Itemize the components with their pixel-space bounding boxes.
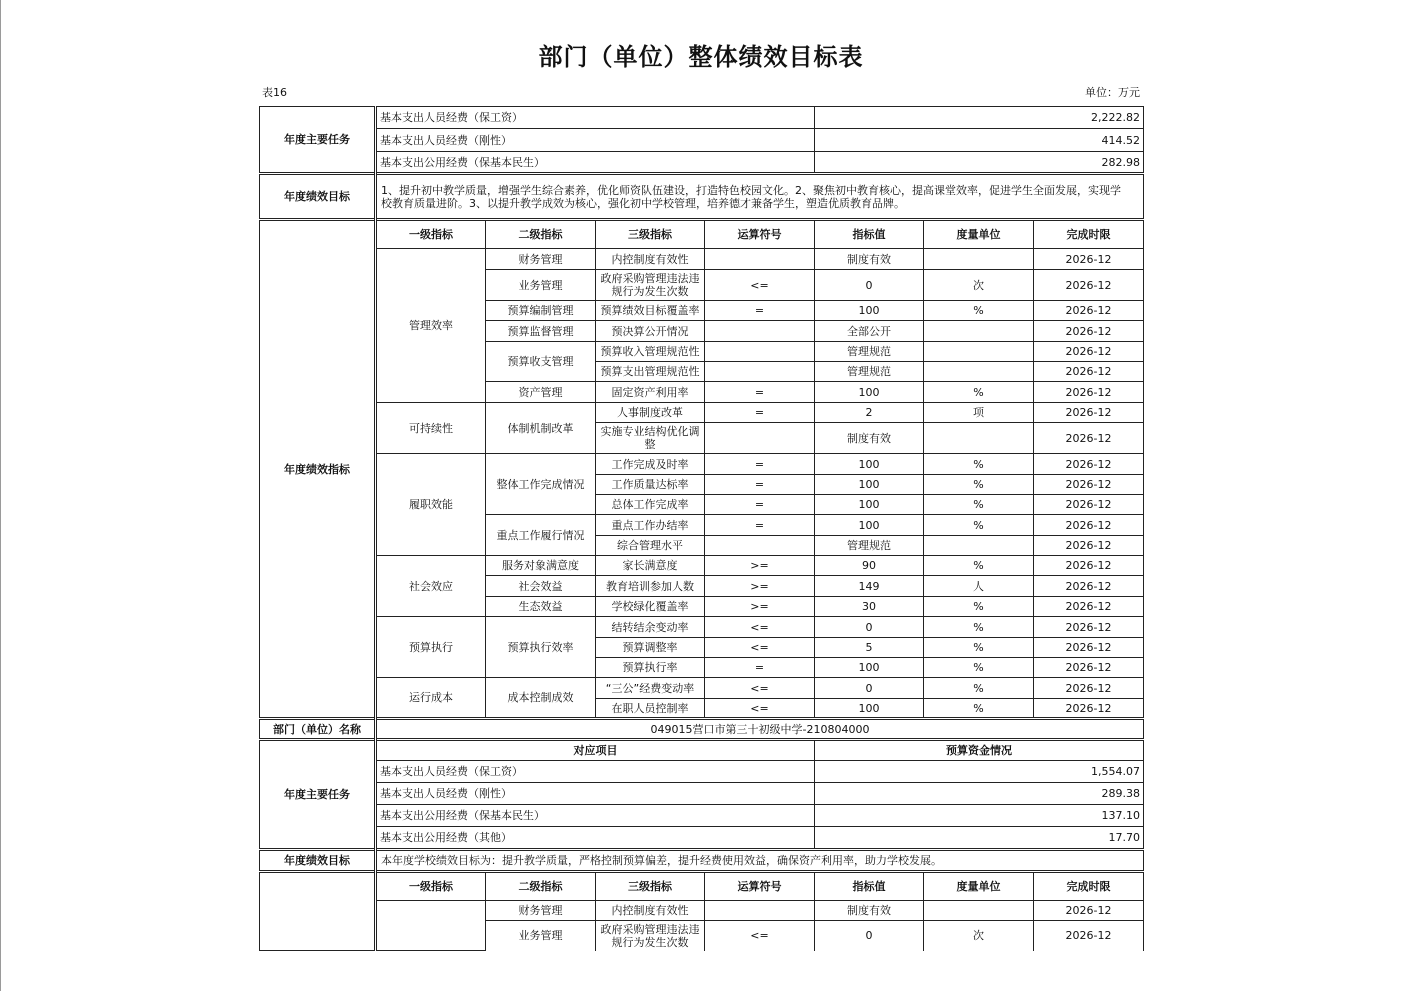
level3-cell: 结转结余变动率 — [596, 617, 705, 638]
header-operator: 运算符号 — [705, 220, 815, 249]
unit-cell: % — [924, 454, 1034, 475]
indicator-row — [260, 617, 1144, 638]
task-row — [260, 152, 1144, 174]
level3-cell: 政府采购管理违法违规行为发生次数 — [596, 270, 705, 301]
deadline-cell: 2026-12 — [1034, 475, 1144, 495]
target-value-cell: 100 — [815, 658, 924, 678]
task-amount: 17.70 — [815, 827, 1144, 850]
target-value-cell: 100 — [815, 301, 924, 321]
level3-cell: 内控制度有效性 — [596, 249, 705, 270]
unit-cell: 次 — [924, 921, 1034, 951]
unit-cell: % — [924, 515, 1034, 536]
task-amount: 289.38 — [815, 783, 1144, 805]
header-target-value: 指标值 — [815, 220, 924, 249]
indicator-row — [260, 556, 1144, 576]
target-value-cell: 100 — [815, 475, 924, 495]
task-amount: 137.10 — [815, 805, 1144, 827]
operator-cell — [705, 249, 815, 270]
level3-cell: 总体工作完成率 — [596, 495, 705, 515]
unit-cell — [924, 362, 1034, 382]
deadline-cell: 2026-12 — [1034, 249, 1144, 270]
unit-cell: 人 — [924, 576, 1034, 597]
level1-cell: 社会效应 — [376, 556, 486, 617]
level3-cell: 实施专业结构优化调整 — [596, 423, 705, 454]
level1-cell: 管理效率 — [376, 249, 486, 403]
task-row — [260, 783, 1144, 805]
level2-cell: 预算监督管理 — [486, 321, 596, 342]
header-level2: 二级指标 — [486, 872, 596, 901]
level3-cell: “三公”经费变动率 — [596, 678, 705, 699]
target-value-cell: 2 — [815, 403, 924, 423]
target-value-cell: 100 — [815, 382, 924, 403]
operator-cell: <= — [705, 638, 815, 658]
deadline-cell: 2026-12 — [1034, 403, 1144, 423]
task-row — [260, 107, 1144, 129]
level3-cell: 内控制度有效性 — [596, 901, 705, 921]
deadline-cell: 2026-12 — [1034, 515, 1144, 536]
level3-cell: 综合管理水平 — [596, 536, 705, 556]
target-value-cell: 0 — [815, 678, 924, 699]
deadline-cell: 2026-12 — [1034, 342, 1144, 362]
level3-cell: 在职人员控制率 — [596, 699, 705, 719]
unit-cell — [924, 342, 1034, 362]
unit-cell: % — [924, 699, 1034, 719]
level3-cell: 预算绩效目标覆盖率 — [596, 301, 705, 321]
unit-cell: % — [924, 495, 1034, 515]
operator-cell: = — [705, 454, 815, 475]
target-value-cell: 149 — [815, 576, 924, 597]
deadline-cell: 2026-12 — [1034, 901, 1144, 921]
operator-cell: = — [705, 301, 815, 321]
header-deadline: 完成时限 — [1034, 220, 1144, 249]
unit-cell — [924, 423, 1034, 454]
deadline-cell: 2026-12 — [1034, 454, 1144, 475]
unit-cell: % — [924, 382, 1034, 403]
level1-cell: 运行成本 — [376, 678, 486, 719]
unit-cell: % — [924, 556, 1034, 576]
level3-cell: 预算调整率 — [596, 638, 705, 658]
page-edge — [0, 0, 1, 991]
target-value-cell: 90 — [815, 556, 924, 576]
level3-cell: 工作完成及时率 — [596, 454, 705, 475]
level2-cell: 资产管理 — [486, 382, 596, 403]
task-row — [260, 827, 1144, 850]
unit-cell: 项 — [924, 403, 1034, 423]
level3-cell: 人事制度改革 — [596, 403, 705, 423]
operator-cell: = — [705, 658, 815, 678]
deadline-cell: 2026-12 — [1034, 699, 1144, 719]
header-operator: 运算符号 — [705, 872, 815, 901]
section-label-blank — [260, 872, 376, 951]
level3-cell: 固定资产利用率 — [596, 382, 705, 403]
level3-cell: 政府采购管理违法违规行为发生次数 — [596, 921, 705, 951]
level1-cell-blank — [376, 901, 486, 951]
level2-cell: 业务管理 — [486, 270, 596, 301]
level3-cell: 重点工作办结率 — [596, 515, 705, 536]
header-unit: 度量单位 — [924, 872, 1034, 901]
operator-cell — [705, 901, 815, 921]
level2-cell: 服务对象满意度 — [486, 556, 596, 576]
indicator-row — [260, 249, 1144, 270]
unit-cell: % — [924, 658, 1034, 678]
task-item: 基本支出人员经费（刚性） — [376, 783, 815, 805]
level2-cell: 业务管理 — [486, 921, 596, 951]
goal-row — [260, 850, 1144, 872]
page-title: 部门（单位）整体绩效目标表 — [538, 43, 864, 71]
task-item: 基本支出公用经费（保基本民生） — [376, 805, 815, 827]
task-row — [260, 761, 1144, 783]
unit-cell: % — [924, 678, 1034, 699]
unit-cell: % — [924, 617, 1034, 638]
task-header-row — [260, 740, 1144, 761]
level2-cell: 成本控制成效 — [486, 678, 596, 719]
unit-cell — [924, 249, 1034, 270]
unit-cell — [924, 901, 1034, 921]
unit-cell — [924, 321, 1034, 342]
unit-cell: % — [924, 638, 1034, 658]
target-value-cell: 管理规范 — [815, 342, 924, 362]
level3-cell: 预决算公开情况 — [596, 321, 705, 342]
task-row — [260, 805, 1144, 827]
operator-cell: = — [705, 475, 815, 495]
unit-cell: % — [924, 597, 1034, 617]
deadline-cell: 2026-12 — [1034, 423, 1144, 454]
deadline-cell: 2026-12 — [1034, 576, 1144, 597]
target-value-cell: 5 — [815, 638, 924, 658]
unit-note: 单位：万元 — [1085, 86, 1140, 99]
level2-cell: 预算执行效率 — [486, 617, 596, 678]
operator-cell: <= — [705, 921, 815, 951]
goal-row — [260, 174, 1144, 220]
task-item: 基本支出人员经费（刚性） — [376, 129, 815, 152]
operator-cell — [705, 342, 815, 362]
section-label: 年度绩效指标 — [260, 220, 376, 719]
level3-cell: 预算执行率 — [596, 658, 705, 678]
task-row — [260, 129, 1144, 152]
operator-cell — [705, 321, 815, 342]
deadline-cell: 2026-12 — [1034, 597, 1144, 617]
level2-cell: 财务管理 — [486, 249, 596, 270]
level2-cell: 重点工作履行情况 — [486, 515, 596, 556]
target-value-cell: 0 — [815, 270, 924, 301]
deadline-cell: 2026-12 — [1034, 270, 1144, 301]
operator-cell: >= — [705, 597, 815, 617]
indicator-row — [260, 454, 1144, 475]
operator-cell — [705, 423, 815, 454]
operator-cell: >= — [705, 576, 815, 597]
goal-text: 1、提升初中教学质量，增强学生综合素养，优化师资队伍建设，打造特色校园文化。2、聚焦初中教育核心，提高课堂效率，促进学生全面发展，实现学校教育质量进阶。3、以提升教学成效为核心，强化初中学校管理，培养德才兼备学生，塑造优质教育品牌。 — [376, 174, 1144, 220]
section-label: 部门（单位）名称 — [260, 719, 376, 740]
indicator-header-row — [260, 220, 1144, 249]
deadline-cell: 2026-12 — [1034, 301, 1144, 321]
deadline-cell: 2026-12 — [1034, 362, 1144, 382]
level3-cell: 教育培训参加人数 — [596, 576, 705, 597]
target-value-cell: 30 — [815, 597, 924, 617]
task-amount: 2,222.82 — [815, 107, 1144, 129]
level3-cell: 家长满意度 — [596, 556, 705, 576]
task-item: 基本支出公用经费（其他） — [376, 827, 815, 850]
target-value-cell: 100 — [815, 454, 924, 475]
indicator-header-row — [260, 872, 1144, 901]
target-value-cell: 100 — [815, 699, 924, 719]
unit-cell: % — [924, 301, 1034, 321]
task-amount: 282.98 — [815, 152, 1144, 174]
deadline-cell: 2026-12 — [1034, 638, 1144, 658]
target-value-cell: 0 — [815, 921, 924, 951]
header-level1: 一级指标 — [376, 872, 486, 901]
performance-table — [259, 106, 1144, 951]
level3-cell: 学校绿化覆盖率 — [596, 597, 705, 617]
level3-cell: 预算支出管理规范性 — [596, 362, 705, 382]
target-value-cell: 制度有效 — [815, 423, 924, 454]
deadline-cell: 2026-12 — [1034, 921, 1144, 951]
target-value-cell: 管理规范 — [815, 362, 924, 382]
operator-cell — [705, 362, 815, 382]
header-level2: 二级指标 — [486, 220, 596, 249]
level2-cell: 整体工作完成情况 — [486, 454, 596, 515]
unit-cell: 次 — [924, 270, 1034, 301]
task-amount: 1,554.07 — [815, 761, 1144, 783]
level1-cell: 可持续性 — [376, 403, 486, 454]
table-number: 表16 — [262, 86, 287, 99]
deadline-cell: 2026-12 — [1034, 382, 1144, 403]
unit-name: 049015营口市第三十初级中学-210804000 — [376, 719, 1144, 740]
target-value-cell: 0 — [815, 617, 924, 638]
level2-cell: 预算收支管理 — [486, 342, 596, 382]
task-item: 基本支出人员经费（保工资） — [376, 761, 815, 783]
level2-cell: 体制机制改革 — [486, 403, 596, 454]
operator-cell: <= — [705, 678, 815, 699]
unit-cell: % — [924, 475, 1034, 495]
section-label: 年度绩效目标 — [260, 174, 376, 220]
deadline-cell: 2026-12 — [1034, 495, 1144, 515]
operator-cell: >= — [705, 556, 815, 576]
operator-cell: <= — [705, 699, 815, 719]
header-project: 对应项目 — [376, 740, 815, 761]
operator-cell: = — [705, 515, 815, 536]
unit-cell — [924, 536, 1034, 556]
header-level1: 一级指标 — [376, 220, 486, 249]
goal-text: 本年度学校绩效目标为：提升教学质量，严格控制预算偏差，提升经费使用效益，确保资产利用率，助力学校发展。 — [376, 850, 1144, 872]
operator-cell: = — [705, 403, 815, 423]
deadline-cell: 2026-12 — [1034, 658, 1144, 678]
level3-cell: 工作质量达标率 — [596, 475, 705, 495]
deadline-cell: 2026-12 — [1034, 617, 1144, 638]
level2-cell: 预算编制管理 — [486, 301, 596, 321]
task-amount: 414.52 — [815, 129, 1144, 152]
level1-cell: 预算执行 — [376, 617, 486, 678]
target-value-cell: 制度有效 — [815, 249, 924, 270]
operator-cell: <= — [705, 270, 815, 301]
section-label: 年度主要任务 — [260, 740, 376, 850]
task-item: 基本支出人员经费（保工资） — [376, 107, 815, 129]
level3-cell: 预算收入管理规范性 — [596, 342, 705, 362]
level2-cell: 财务管理 — [486, 901, 596, 921]
level2-cell: 社会效益 — [486, 576, 596, 597]
header-level3: 三级指标 — [596, 872, 705, 901]
target-value-cell: 管理规范 — [815, 536, 924, 556]
header-deadline: 完成时限 — [1034, 872, 1144, 901]
target-value-cell: 全部公开 — [815, 321, 924, 342]
operator-cell: <= — [705, 617, 815, 638]
indicator-row — [260, 678, 1144, 699]
deadline-cell: 2026-12 — [1034, 321, 1144, 342]
header-target-value: 指标值 — [815, 872, 924, 901]
target-value-cell: 100 — [815, 515, 924, 536]
header-level3: 三级指标 — [596, 220, 705, 249]
header-unit: 度量单位 — [924, 220, 1034, 249]
section-label: 年度绩效目标 — [260, 850, 376, 872]
header-budget: 预算资金情况 — [815, 740, 1144, 761]
operator-cell: = — [705, 382, 815, 403]
level1-cell: 履职效能 — [376, 454, 486, 556]
indicator-row — [260, 403, 1144, 423]
task-item: 基本支出公用经费（保基本民生） — [376, 152, 815, 174]
indicator-row — [260, 901, 1144, 921]
target-value-cell: 制度有效 — [815, 901, 924, 921]
operator-cell — [705, 536, 815, 556]
section-label: 年度主要任务 — [260, 107, 376, 174]
deadline-cell: 2026-12 — [1034, 678, 1144, 699]
deadline-cell: 2026-12 — [1034, 556, 1144, 576]
deadline-cell: 2026-12 — [1034, 536, 1144, 556]
target-value-cell: 100 — [815, 495, 924, 515]
operator-cell: = — [705, 495, 815, 515]
unit-name-row — [260, 719, 1144, 740]
level2-cell: 生态效益 — [486, 597, 596, 617]
